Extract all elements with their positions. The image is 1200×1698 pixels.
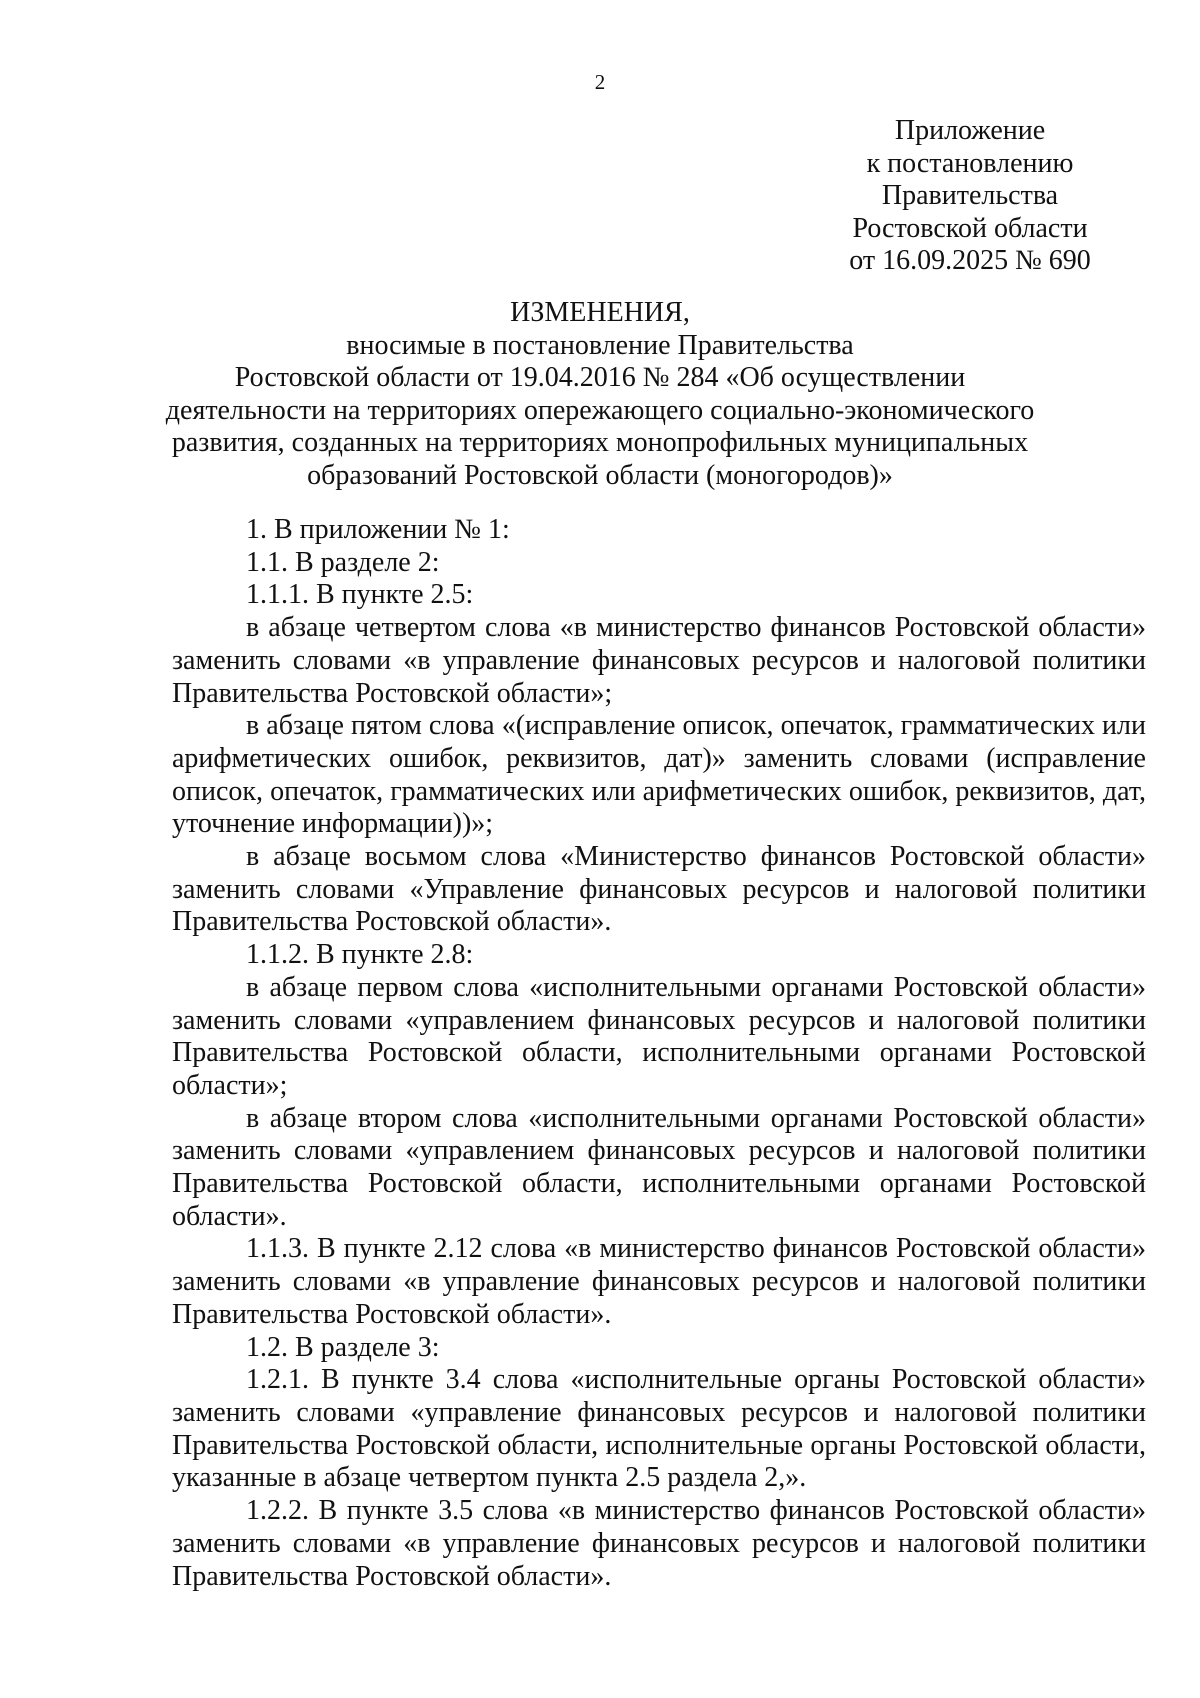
paragraph: 1.2.1. В пункте 3.4 слова «исполнительные органы Ростовской области» заменить словами «управление финансовых ресурсов и налоговой политики Правительства Ростовской области, исполнительные органы Ростовской области, указанные в абзаце четвертом пункта 2.5 раздела 2,».: [172, 1364, 1146, 1494]
heading-subtitle-line: развития, созданных на территориях монопрофильных муниципальных: [171, 427, 1029, 458]
paragraph: в абзаце пятом слова «(исправление описок, опечаток, грамматических или арифметических ошибок, реквизитов, дат)» заменить словами (исправление описок, опечаток, грамматических или арифметических ошибок, реквизитов, дат, уточнение информации))»;: [172, 710, 1146, 840]
heading-title: ИЗМЕНЕНИЯ,: [510, 297, 690, 328]
page-number: 2: [594, 70, 606, 94]
paragraph: в абзаце втором слова «исполнительными органами Ростовской области» заменить словами «управлением финансовых ресурсов и налоговой политики Правительства Ростовской области, исполнительными органами Ростовской области».: [172, 1102, 1146, 1232]
paragraph: в абзаце восьмом слова «Министерство финансов Ростовской области» заменить словами «Управление финансовых ресурсов и налоговой политики Правительства Ростовской области».: [172, 841, 1146, 938]
document-heading: [0, 297, 1200, 492]
paragraph: 1.2. В разделе 3:: [246, 1331, 440, 1363]
document-body: [172, 514, 1146, 1593]
paragraph: 1.1.3. В пункте 2.12 слова «в министерство финансов Ростовской области» заменить словами «в управление финансовых ресурсов и налоговой политики Правительства Ростовской области».: [172, 1233, 1146, 1330]
heading-subtitle-line: вносимые в постановление Правительства: [346, 329, 854, 361]
paragraph: 1.2.2. В пункте 3.5 слова «в министерство финансов Ростовской области» заменить словами «в управление финансовых ресурсов и налоговой политики Правительства Ростовской области».: [172, 1495, 1146, 1592]
paragraph: 1. В приложении № 1:: [246, 514, 510, 545]
heading-subtitle-line: Ростовской области от 19.04.2016 № 284 «Об осуществлении: [234, 362, 966, 393]
heading-subtitle-line: образований Ростовской области (моногородов)»: [307, 459, 893, 491]
paragraph: 1.1. В разделе 2:: [246, 546, 440, 578]
heading-subtitle-line: деятельности на территориях опережающего социально-экономического: [165, 394, 1035, 426]
appendix-line: к постановлению: [866, 147, 1074, 179]
appendix-line: Приложение: [894, 115, 1046, 146]
appendix-line: Ростовской области: [852, 212, 1088, 244]
paragraph: 1.1.1. В пункте 2.5:: [246, 579, 474, 611]
paragraph: в абзаце первом слова «исполнительными органами Ростовской области» заменить словами «управлением финансовых ресурсов и налоговой политики Правительства Ростовской области, исполнительными органами Ростовской области»;: [172, 971, 1146, 1101]
appendix-line: от 16.09.2025 № 690: [849, 245, 1091, 276]
appendix-line: Правительства: [881, 180, 1059, 211]
paragraph: 1.1.2. В пункте 2.8:: [246, 939, 474, 971]
paragraph: в абзаце четвертом слова «в министерство финансов Ростовской области» заменить словами «в управление финансовых ресурсов и налоговой политики Правительства Ростовской области»;: [172, 612, 1146, 709]
appendix-block: [830, 115, 1110, 278]
